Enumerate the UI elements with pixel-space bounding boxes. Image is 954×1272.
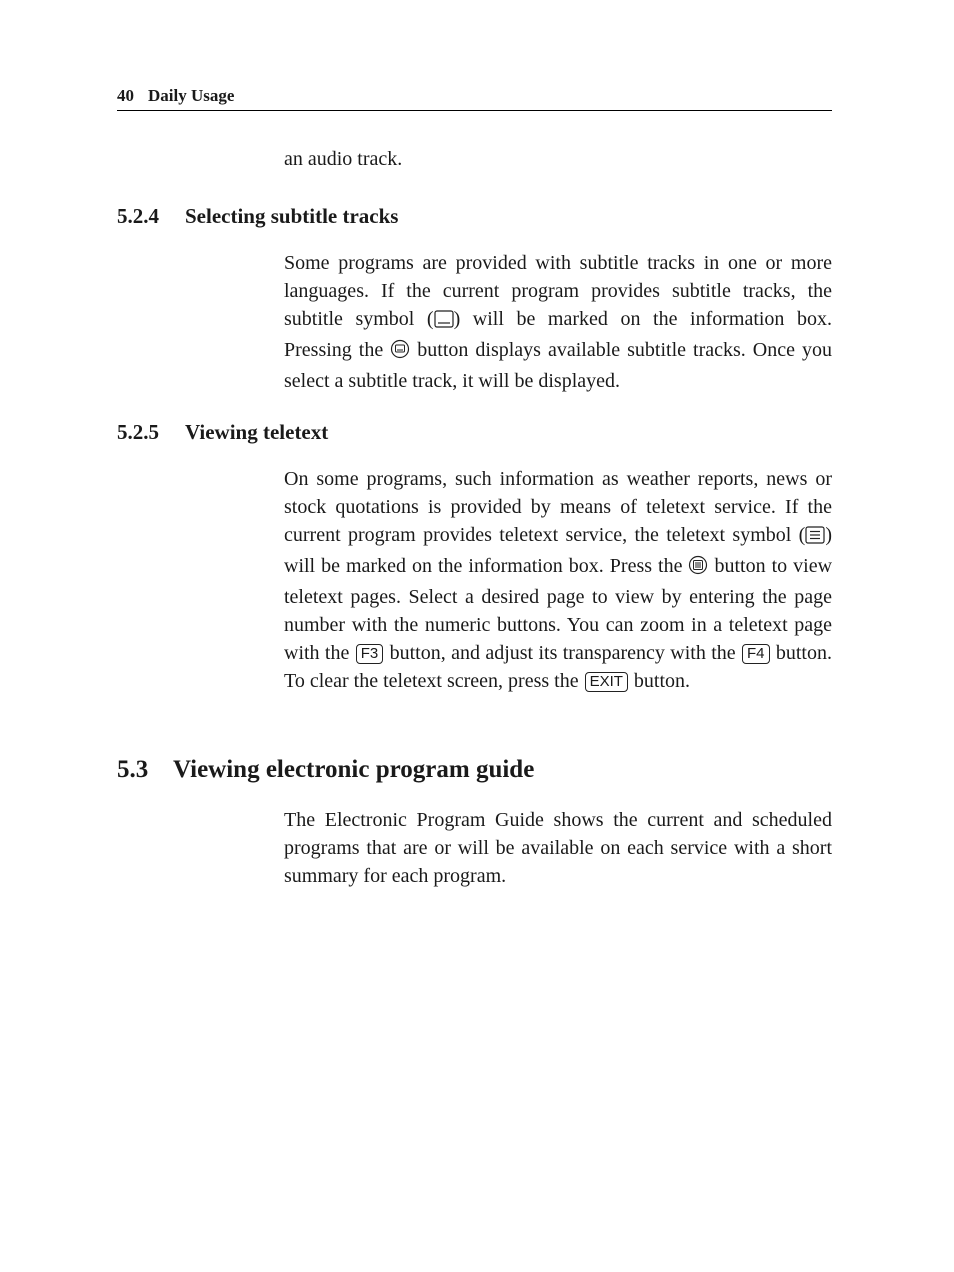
f3-key: F3	[356, 644, 384, 664]
section-title: Viewing electronic program guide	[173, 756, 535, 783]
section-number: 5.3	[117, 756, 149, 783]
chapter-title: Daily Usage	[148, 86, 235, 105]
text-run: button. To clear the teletext screen, press the	[284, 642, 832, 692]
subtitle-symbol-icon	[434, 308, 454, 336]
exit-key: EXIT	[585, 672, 628, 692]
text-run: ) will be marked on the information box. Pressing the	[284, 308, 832, 361]
intro-paragraph: an audio track.	[284, 148, 403, 170]
running-header	[117, 86, 832, 111]
section-title: Viewing teletext	[185, 420, 329, 444]
text-run: button to view teletext pages. Select a desired page to view by entering the page number with the numeric buttons. You can zoom in a teletext page with the	[284, 555, 833, 664]
section-5-2-5-heading	[117, 420, 328, 445]
text-run: Some programs are provided with subtitle tracks in one or more languages. If the current program provides subtitle tracks, the subtitle symbol (	[284, 252, 832, 330]
section-number: 5.2.5	[117, 420, 159, 444]
teletext-symbol-icon	[805, 524, 825, 552]
text-run: ) will be marked on the information box. Press the	[284, 524, 832, 577]
teletext-paragraph	[284, 465, 832, 695]
section-5-2-4-heading	[117, 204, 398, 229]
subtitle-button-icon	[390, 339, 410, 367]
teletext-button-icon	[688, 555, 708, 583]
text-run: On some programs, such information as weather reports, news or stock quotations is provided by means of teletext service. If the current program provides teletext service, the teletext symbol (	[284, 468, 832, 546]
section-5-3-heading	[117, 756, 534, 784]
subtitle-paragraph	[284, 249, 832, 395]
text-run: button, and adjust its transparency with the	[384, 642, 741, 664]
section-title: Selecting subtitle tracks	[185, 204, 399, 228]
section-number: 5.2.4	[117, 204, 159, 228]
epg-paragraph: The Electronic Program Guide shows the current and scheduled programs that are or will be available on each service with a short summary for each program.	[284, 809, 832, 887]
f4-key: F4	[742, 644, 770, 664]
text-run: button displays available subtitle tracks. Once you select a subtitle track, it will be displayed.	[284, 339, 833, 392]
text-run: button.	[628, 670, 691, 692]
page-number: 40	[117, 86, 134, 105]
